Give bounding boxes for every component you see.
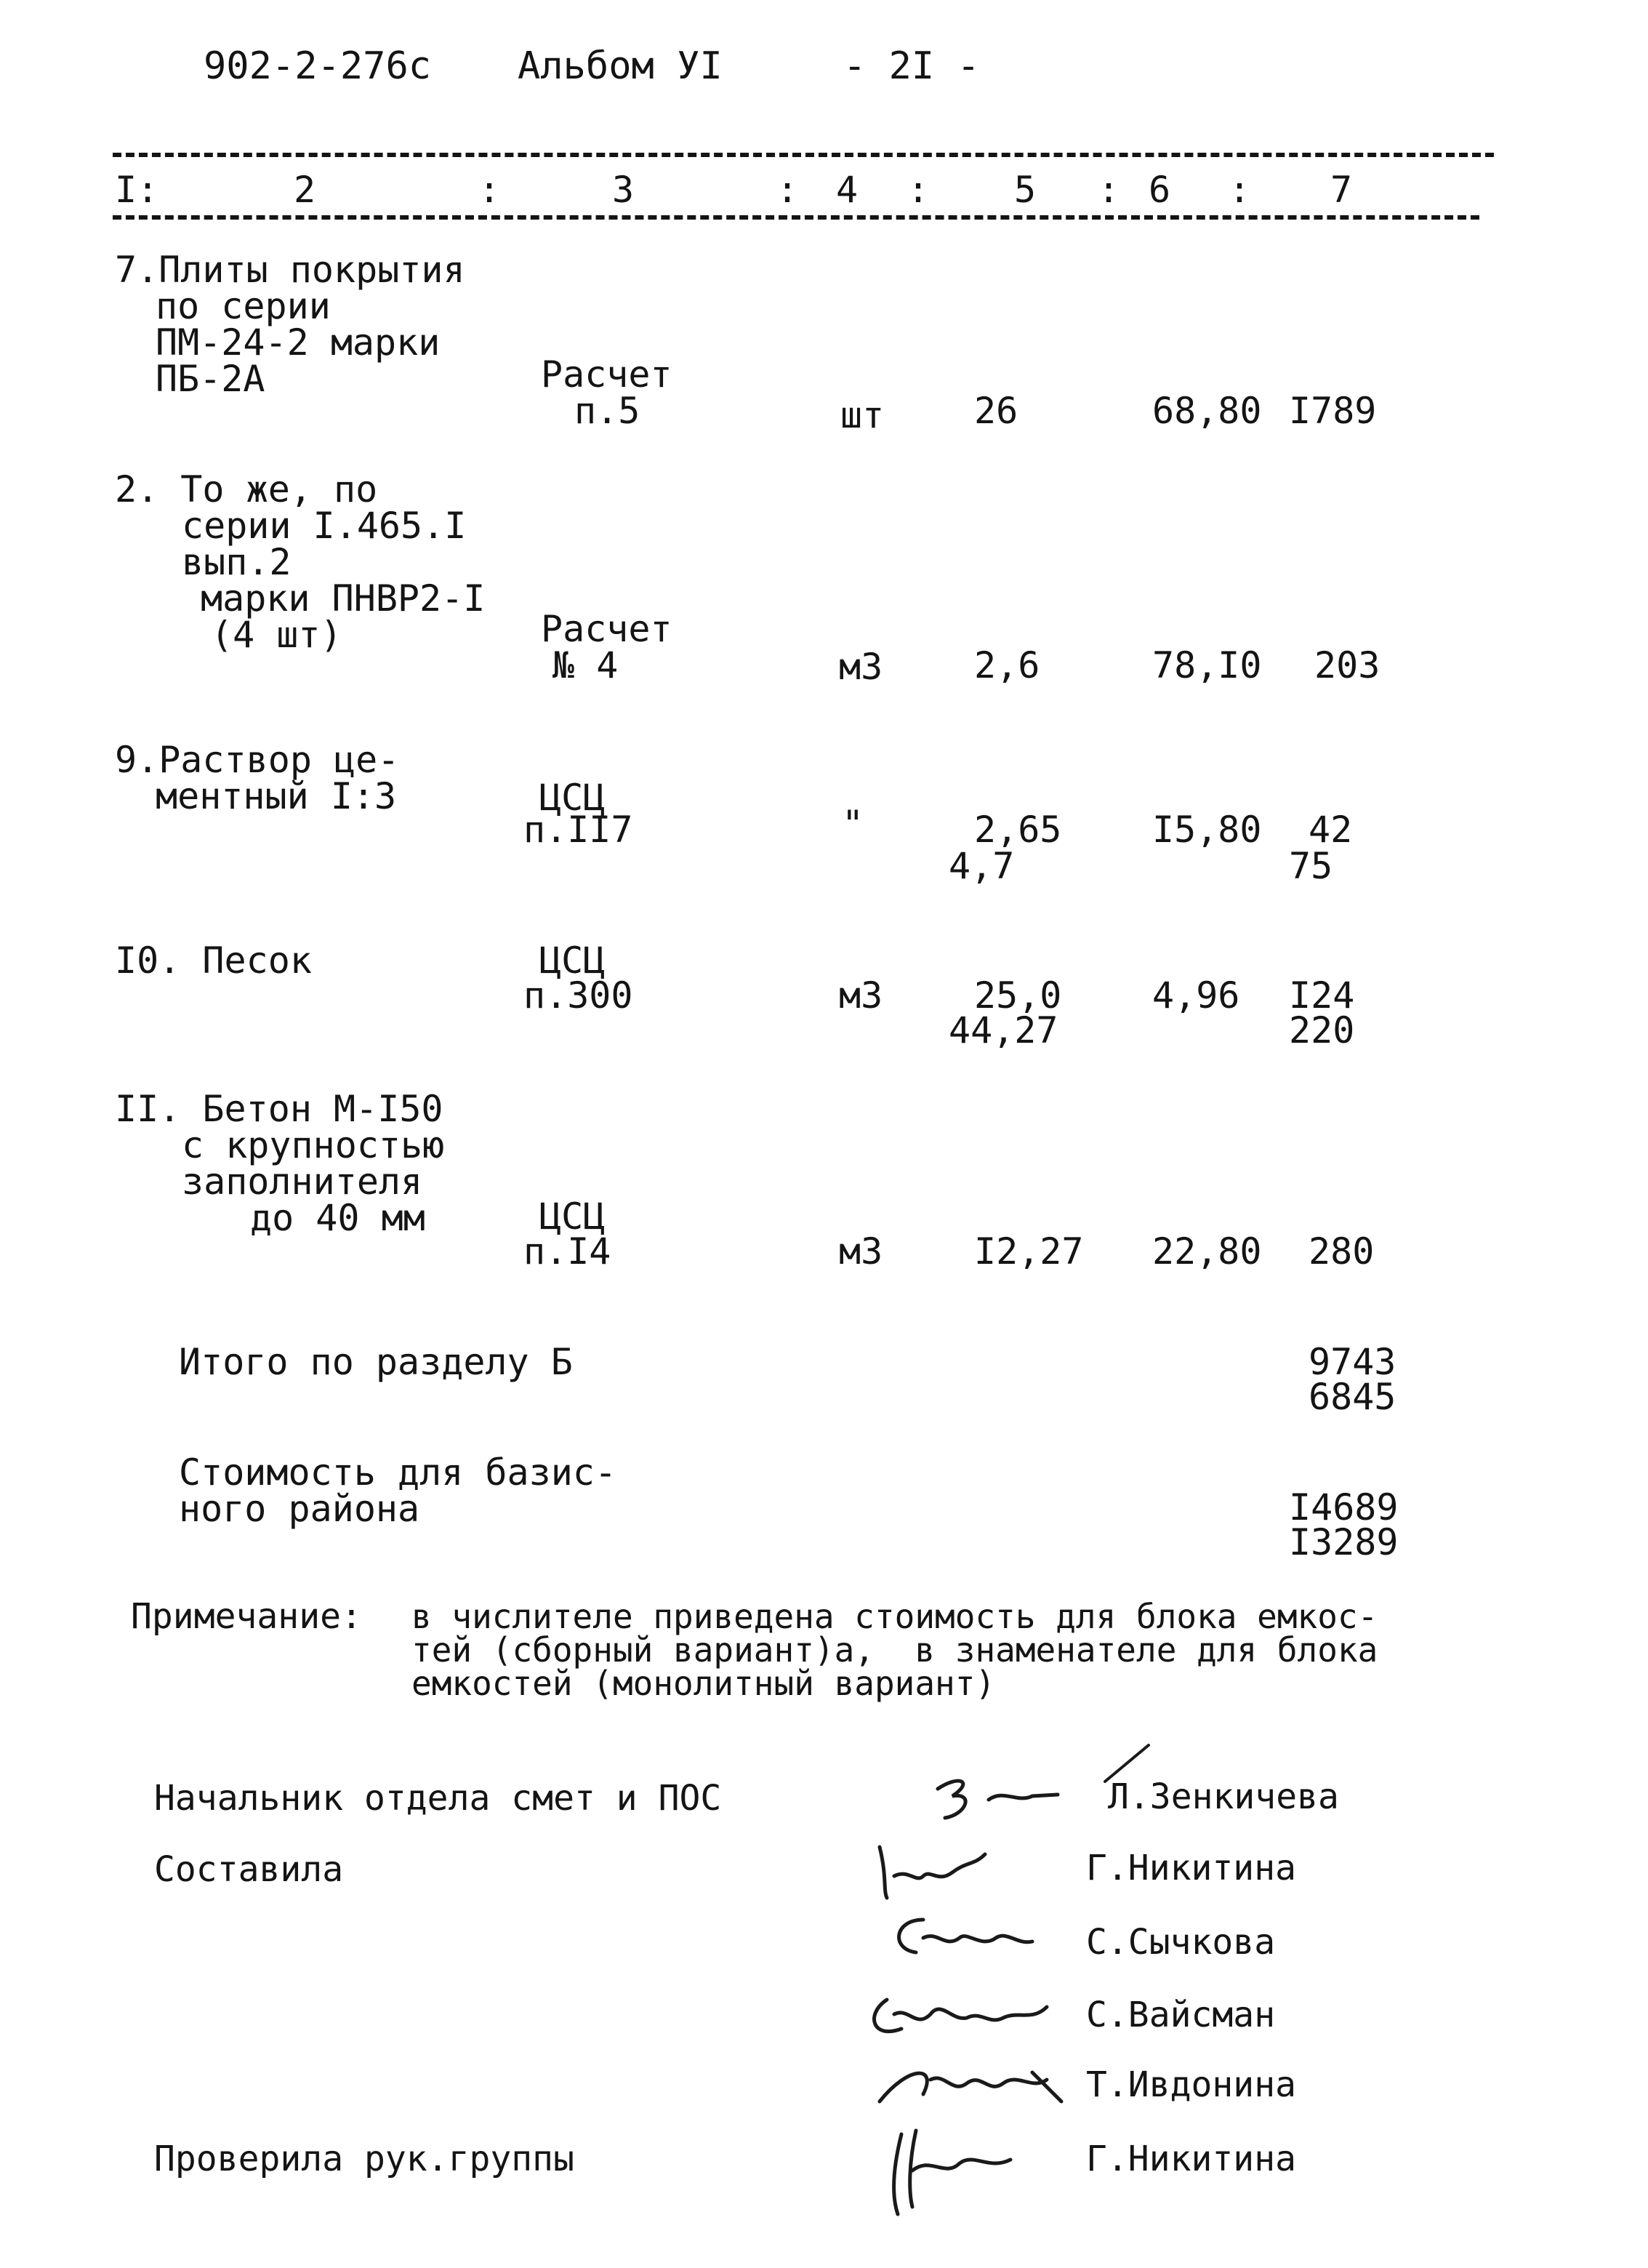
- row-cost: I789: [1289, 390, 1377, 432]
- column-separator: :: [137, 169, 159, 211]
- row-cost: 280: [1309, 1230, 1375, 1273]
- row-name: 2. То же, по: [115, 468, 378, 510]
- handwritten-signature: [858, 1978, 1061, 2051]
- column-number: 6: [1149, 169, 1171, 211]
- row-basis: ЦСЦ: [539, 1195, 606, 1238]
- row-basis: № 4: [552, 644, 619, 686]
- row-cost: 220: [1289, 1009, 1355, 1051]
- total-value: 6845: [1309, 1376, 1396, 1418]
- row-basis: ЦСЦ: [539, 777, 606, 819]
- row-price: I5,80: [1152, 809, 1262, 851]
- signer-name: С.Вайсман: [1086, 1995, 1276, 2035]
- row-name: до 40 мм: [250, 1197, 425, 1239]
- table-top-rule: [113, 153, 1494, 157]
- column-number: 4: [836, 169, 859, 211]
- signer-name: Т.Ивдонина: [1086, 2064, 1296, 2105]
- total-label: Стоимость для базис-: [179, 1451, 617, 1494]
- signer-name: Г.Никитина: [1086, 2139, 1296, 2179]
- row-unit: м3: [839, 646, 883, 688]
- row-qty: I2,27: [974, 1230, 1084, 1273]
- row-name: с крупностью: [182, 1124, 445, 1166]
- note-line: емкостей (монолитный вариант): [411, 1664, 996, 1703]
- row-name: заполнителя: [182, 1161, 423, 1203]
- total-value: 9743: [1309, 1341, 1396, 1383]
- total-label: ного района: [179, 1488, 420, 1530]
- role-label: Проверила рук.группы: [154, 2139, 574, 2179]
- row-unit: ": [842, 803, 864, 845]
- row-basis: п.300: [523, 974, 633, 1017]
- row-price: 4,96: [1152, 974, 1240, 1017]
- column-separator: :: [1098, 169, 1120, 211]
- row-basis: п.I4: [523, 1230, 611, 1273]
- total-value: I4689: [1289, 1486, 1399, 1528]
- handwritten-signature: [923, 1760, 1069, 1832]
- row-name: II. Бетон М-I50: [115, 1088, 443, 1130]
- row-price: 68,80: [1152, 390, 1262, 432]
- row-name: марки ПНВР2-I: [201, 577, 486, 620]
- row-basis: п.II7: [523, 809, 633, 851]
- row-qty: 2,6: [974, 644, 1040, 686]
- column-number: 3: [612, 169, 635, 211]
- row-name: серии I.465.I: [182, 505, 467, 547]
- column-separator: :: [1229, 169, 1251, 211]
- signer-name: С.Сычкова: [1086, 1922, 1276, 1963]
- role-label: Начальник отдела смет и ПОС: [154, 1778, 722, 1819]
- row-unit: м3: [839, 1230, 883, 1273]
- handwritten-signature: [872, 2120, 1025, 2221]
- album-label: Альбом УI: [518, 44, 723, 88]
- handwritten-signature: [880, 1905, 1047, 1971]
- row-name: (4 шт): [211, 614, 342, 656]
- row-name: ПБ-2А: [156, 358, 265, 400]
- role-label: Составила: [154, 1849, 344, 1890]
- row-basis: п.5: [574, 390, 640, 432]
- row-price: 78,I0: [1152, 644, 1262, 686]
- row-name: 9.Раствор це-: [115, 739, 400, 781]
- page-number: - 2I -: [843, 44, 980, 88]
- row-unit: м3: [839, 974, 883, 1017]
- row-name: ментный I:3: [156, 775, 397, 817]
- row-qty: 25,0: [974, 974, 1062, 1017]
- column-number: 2: [294, 169, 316, 211]
- column-number: 5: [1014, 169, 1037, 211]
- row-cost: 75: [1289, 845, 1333, 887]
- column-separator: :: [478, 169, 501, 211]
- row-unit: шт: [840, 394, 885, 436]
- row-basis: Расчет: [541, 353, 672, 396]
- column-separator: :: [907, 169, 930, 211]
- note-line: тей (сборный вариант)а, в знаменателе для блока: [411, 1630, 1378, 1670]
- column-number: I: [115, 169, 137, 211]
- row-cost: 42: [1309, 809, 1353, 851]
- doc-code: 902-2-276с: [204, 44, 432, 88]
- row-name: ПМ-24-2 марки: [156, 321, 441, 364]
- row-basis: ЦСЦ: [539, 939, 606, 982]
- row-cost: 203: [1314, 644, 1380, 686]
- row-qty: 2,65: [974, 809, 1062, 851]
- row-qty: 4,7: [949, 845, 1015, 887]
- note-line: в числителе приведена стоимость для блока емкос-: [411, 1597, 1378, 1636]
- total-value: I3289: [1289, 1521, 1399, 1563]
- total-label: Итого по разделу Б: [179, 1341, 573, 1383]
- row-price: 22,80: [1152, 1230, 1262, 1273]
- handwritten-signature: [865, 1832, 1010, 1905]
- row-name: I0. Песок: [115, 939, 312, 982]
- row-qty: 44,27: [949, 1009, 1058, 1051]
- row-cost: I24: [1289, 974, 1355, 1017]
- column-separator: :: [776, 169, 799, 211]
- signer-name: Л.Зенкичева: [1108, 1776, 1339, 1817]
- table-header-rule: [113, 215, 1479, 220]
- row-name: вып.2: [182, 541, 292, 583]
- row-name: 7.Плиты покрытия: [115, 249, 465, 291]
- column-number: 7: [1330, 169, 1353, 211]
- signer-name: Г.Никитина: [1086, 1848, 1296, 1888]
- row-name: по серии: [156, 285, 331, 327]
- row-qty: 26: [974, 390, 1018, 432]
- handwritten-signature: [865, 2051, 1076, 2116]
- note-label: Примечание:: [131, 1596, 362, 1637]
- handwritten-signature: [1098, 1738, 1156, 1789]
- row-basis: Расчет: [541, 608, 672, 650]
